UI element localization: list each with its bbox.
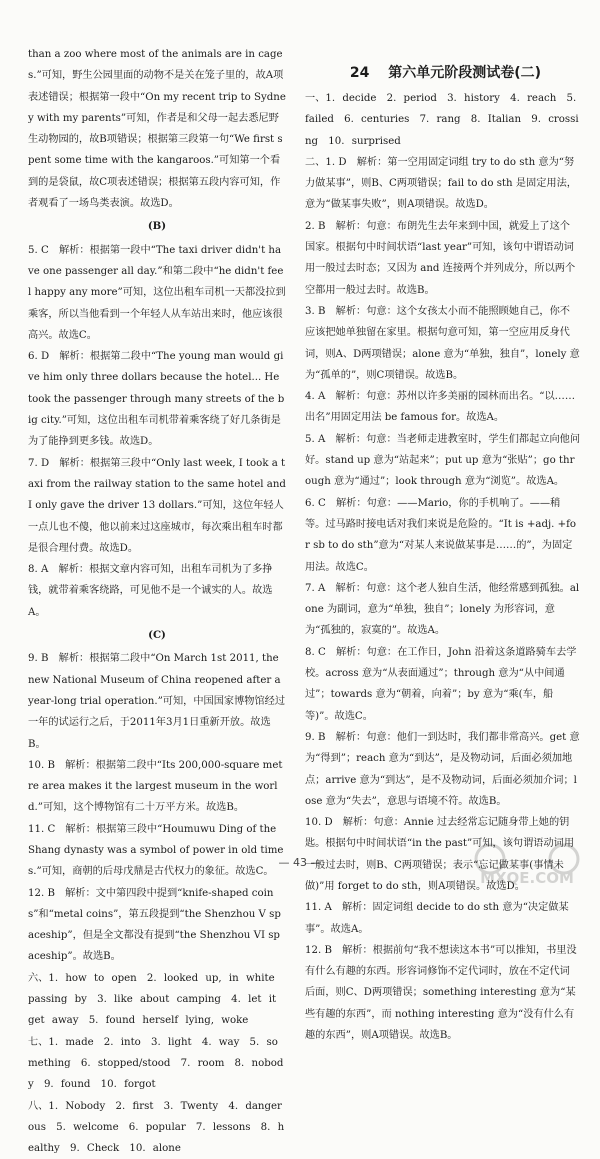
- section-label-c: (C): [148, 629, 166, 642]
- answer-para: 6. C 解析：句意：——Mario，你的手机响了。——稍等。过马路时接电话对我们来说是危险的。“It is +adj. +for sb to do sth”意为“对某人来说做某事是……的”，为固定用法。故选C。: [305, 497, 577, 573]
- answer-para: 一、1. decide 2. period 3. history 4. reach 5. failed 6. centuries 7. rang 8. Italian 9. crossing 10. surprised: [305, 93, 579, 147]
- answer-para: 5. C 解析：根据第一段中“The taxi driver didn't have one passenger all day.”和第二段中“he didn't feel happy any more”可知，这位出租车司机一天都没拉到乘客，所以当他看到一个年轻人从车站出来时，他应该很高兴。故选C。: [28, 244, 286, 341]
- answer-para: 10. D 解析：句意：Annie 过去经常忘记随身带上她的钥匙。根据句中时间状语“in the past”可知，该句谓语动词用一般过去时，则B、C两项错误；表示“忘记做某事(事情未做)”用 forget to do sth，则A项错误。故选D。: [305, 817, 575, 892]
- answer-para: 10. B 解析：根据第二段中“Its 200,000-square metre area makes it the largest museum in the world.”可知，这个博物馆有二十万平方米。故选B。: [28, 759, 283, 814]
- right-column: [305, 88, 580, 1046]
- answer-para: 11. A 解析：固定词组 decide to do sth 意为“决定做某事”。故选A。: [305, 902, 569, 935]
- answer-para: 11. C 解析：根据第三段中“Houmuwu Ding of the Shang dynasty was a symbol of power in old times.”可知，商朝的后母戊鼎是古代权力的象征。故选C。: [28, 823, 284, 878]
- watermark-text: MXQE.COM: [480, 869, 574, 887]
- answer-para: 2. B 解析：句意：布朗先生去年来到中国，就爱上了这个国家。根据句中时间状语“last year”可知，该句中谓语动词用一般过去时态；又因为 and 连接两个并列成分，所以两个空都用一般过去时。故选B。: [305, 220, 576, 296]
- unit-title-text: 第六单元阶段测试卷(二): [388, 65, 542, 81]
- answer-para: 八、1. Nobody 2. first 3. Twenty 4. dangerous 5. welcome 6. popular 7. lessons 8. healthy 9. Check 10. alone: [28, 1100, 285, 1155]
- answer-para: 8. C 解析：句意：在工作日，John 沿着这条道路骑车去学校。across 意为“从表面通过”；through 意为“从中间通过”；towards 意为“朝着，向着”；by 意为“乘(车，船等)”。故选C。: [305, 646, 577, 722]
- watermark-logo: [472, 841, 582, 887]
- answer-para: 12. B 解析：根据前句“我不想读这本书”可以推知，书里没有什么有趣的东西。形容词修饰不定代词时，放在不定代词后面，则C、D两项错误；something interesting 意为“某些有趣的东西”，而 nothing interesting 意为“没有什么有趣的东西”，则A项错误。故选B。: [305, 944, 577, 1042]
- answer-para: 8. A 解析：根据文章内容可知，出租车司机为了多挣钱，就带着乘客绕路，可见他不是一个诚实的人。故选A。: [28, 564, 273, 618]
- answer-para: 9. B 解析：句意：他们一到达时，我们都非常高兴。get 意为“得到”；reach 意为“到达”，是及物动词，后面必须加地点；arrive 意为“到达”，是不及物动词，后面必须加介词；lose 意为“失去”，意思与语境不符。故选B。: [305, 731, 580, 807]
- answer-para: 12. B 解析：文中第四段中提到“knife-shaped coins”和“metal coins”，第五段提到“the Shenzhou V spaceship”，但是全文都没有提到“the Shenzhou VI spaceship”。故选B。: [28, 887, 281, 963]
- answer-para: 4. A 解析：句意：苏州以许多美丽的园林而出名。“以……出名”用固定用法 be famous for。故选A。: [305, 391, 576, 424]
- left-column: [28, 44, 286, 1159]
- answer-para: 3. B 解析：句意：这个女孩太小而不能照顾她自己，你不应该把她单独留在家里。根据句意可知，第一空应用反身代词，则A、D两项错误；alone 意为“单独，独自”，lonely 意为“孤单的”，则C项错误。故选B。: [305, 305, 580, 381]
- answer-para: 7. A 解析：句意：这个老人独自生活，他经常感到孤独。alone 为副词，意为“单独，独自”；lonely 为形容词，意为“孤独的，寂寞的”。故选A。: [305, 582, 580, 637]
- section-label-b: (B): [147, 220, 167, 233]
- answer-para: 六、1. how to open 2. looked up, in white passing by 3. like about camping 4. let it get away 5. found herself lying, woke: [28, 972, 277, 1027]
- answer-para: 7. D 解析：根据第三段中“Only last week, I took a taxi from the railway station to the same hotel and I only gave the driver 13 dollars.”可知，这位年轻人一点儿也不傻，他以前来过这座城市，每次乘出租车时都是很合理付费。故选D。: [28, 457, 286, 554]
- unit-number: 24: [349, 65, 370, 81]
- answer-para: 七、1. made 2. into 3. light 4. way 5. something 6. stopped/stood 7. room 8. nobody 9. found 10. forgot: [28, 1036, 284, 1091]
- page-number: — 43 —: [278, 856, 322, 869]
- unit-title: [305, 62, 580, 82]
- answer-para: 二、1. D 解析：第一空用固定词组 try to do sth 意为“努力做某事”，则B、C两项错误；fail to do sth 是固定用法，意为“做某事失败”，则A项错误。故选D。: [305, 156, 577, 211]
- answer-para: 9. B 解析：根据第二段中“On March 1st 2011, the new National Museum of China reopened after a year-long trial operation.”可知，中国国家博物馆经过一年的试运行之后，于2011年3月1日重新开放。故选B。: [28, 653, 286, 750]
- answer-para: 5. A 解析：句意：当老师走进教室时，学生们都起立向他问好。stand up 意为“站起来”；put up 意为“张贴”；go through 意为“通过”；look through 意为“浏览”。故选A。: [305, 433, 581, 488]
- answer-para: than a zoo where most of the animals are in cages.”可知，野生公园里面的动物不是关在笼子里的，故A项表述错误；根据第一段中“On my recent trip to Sydney with my parents”可知，作者是和父母一起去悉尼野生动物园的，故B项错误；根据第三段第一句“We first spent some time with the kangaroos.”可知第一个看到的是袋鼠，故C项表述错误；根据第五段内容可知，作者观看了一场鸟类表演。故选D。: [28, 49, 286, 210]
- answer-para: 6. D 解析：根据第二段中“The young man would give him only three dollars because the hotel... He took the passenger through many streets of the big city.”可知，这位出租车司机带着乘客绕了好几条街是为了能挣到更多钱。故选D。: [28, 351, 285, 448]
